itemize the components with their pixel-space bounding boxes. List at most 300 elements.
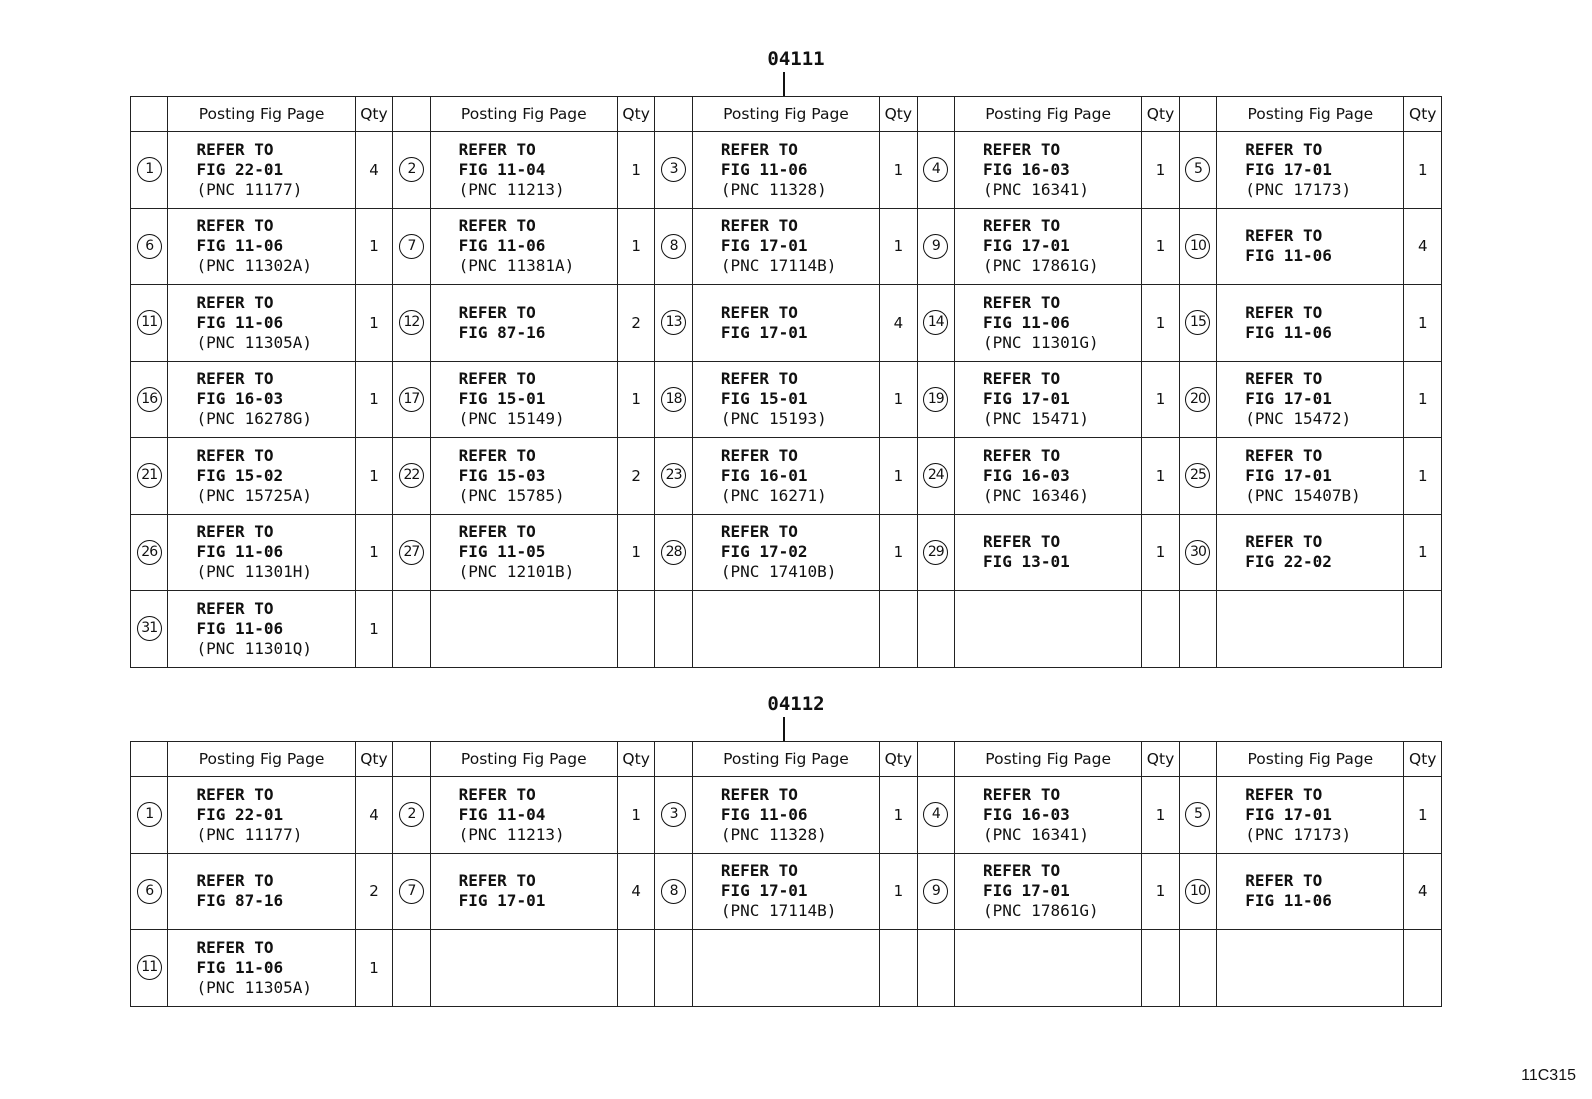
table-row bbox=[131, 591, 1442, 668]
fig-line: FIG 17-01 bbox=[458, 891, 546, 911]
item-number-circle: 22 bbox=[399, 463, 424, 488]
posting-ref-cell bbox=[1217, 591, 1404, 668]
item-number-cell bbox=[655, 853, 692, 930]
posting-ref-cell bbox=[1217, 853, 1404, 930]
pnc-line: (PNC 11381A) bbox=[458, 256, 575, 276]
col-ref-header: Posting Fig Page bbox=[168, 742, 355, 777]
fig-line: FIG 11-06 bbox=[458, 236, 546, 256]
item-number-cell bbox=[917, 930, 954, 1007]
item-number-circle: 20 bbox=[1185, 387, 1210, 412]
item-number-circle: 9 bbox=[923, 879, 948, 904]
pnc-line: (PNC 11177) bbox=[196, 824, 303, 844]
qty-cell: 1 bbox=[1404, 361, 1442, 438]
qty-cell: 1 bbox=[355, 514, 392, 591]
refer-line: REFER TO bbox=[458, 871, 536, 891]
item-number-cell bbox=[917, 591, 954, 668]
qty-cell: 2 bbox=[617, 438, 654, 515]
pnc-line: (PNC 17861G) bbox=[983, 901, 1099, 921]
refer-line: REFER TO bbox=[196, 216, 274, 236]
refer-line: REFER TO bbox=[196, 522, 274, 542]
item-number-circle: 3 bbox=[661, 802, 686, 827]
pnc-line: (PNC 17410B) bbox=[720, 562, 837, 582]
item-number-cell bbox=[131, 853, 168, 930]
item-number-cell bbox=[393, 591, 430, 668]
fig-line: FIG 15-02 bbox=[196, 465, 284, 485]
posting-ref-cell bbox=[692, 132, 879, 209]
col-ref-header: Posting Fig Page bbox=[168, 97, 355, 132]
fig-line: FIG 11-06 bbox=[196, 957, 284, 977]
col-qty-header: Qty bbox=[355, 97, 392, 132]
refer-line: REFER TO bbox=[196, 784, 274, 804]
refer-line: REFER TO bbox=[1245, 532, 1323, 552]
item-number-circle: 19 bbox=[923, 387, 948, 412]
qty-cell: 1 bbox=[617, 208, 654, 285]
col-num-header bbox=[917, 742, 954, 777]
pnc-line: (PNC 11213) bbox=[458, 179, 565, 199]
pnc-line: (PNC 16341) bbox=[983, 824, 1089, 844]
refer-line: REFER TO bbox=[720, 302, 798, 322]
posting-ref-cell bbox=[168, 777, 355, 854]
fig-line: FIG 11-06 bbox=[196, 312, 284, 332]
qty-cell: 1 bbox=[355, 208, 392, 285]
refer-line: REFER TO bbox=[196, 871, 274, 891]
fig-line: FIG 16-03 bbox=[983, 159, 1070, 179]
kit-title-04112: 04112 bbox=[767, 693, 825, 715]
item-number-cell bbox=[131, 132, 168, 209]
col-ref-header: Posting Fig Page bbox=[692, 742, 879, 777]
item-number-cell bbox=[1179, 777, 1216, 854]
qty-cell: 1 bbox=[355, 930, 392, 1007]
refer-line: REFER TO bbox=[983, 216, 1061, 236]
posting-ref-cell bbox=[955, 208, 1142, 285]
refer-line: REFER TO bbox=[983, 861, 1061, 881]
col-num-header bbox=[131, 742, 168, 777]
posting-ref-cell bbox=[1217, 208, 1404, 285]
qty-cell bbox=[1142, 930, 1179, 1007]
posting-ref-cell bbox=[955, 514, 1142, 591]
pnc-line: (PNC 11301G) bbox=[983, 332, 1099, 352]
item-number-cell bbox=[131, 514, 168, 591]
table-row bbox=[131, 853, 1442, 930]
posting-ref-cell bbox=[168, 285, 355, 362]
qty-cell: 1 bbox=[355, 438, 392, 515]
item-number-circle: 31 bbox=[137, 616, 162, 641]
refer-line: REFER TO bbox=[1245, 784, 1323, 804]
item-number-circle: 9 bbox=[923, 234, 948, 259]
posting-ref-cell bbox=[692, 777, 879, 854]
fig-line: FIG 11-06 bbox=[1245, 246, 1332, 266]
item-number-circle: 15 bbox=[1185, 310, 1210, 335]
fig-line: FIG 17-01 bbox=[983, 881, 1070, 901]
fig-line: FIG 11-06 bbox=[983, 312, 1070, 332]
posting-ref-cell bbox=[692, 285, 879, 362]
item-number-cell bbox=[131, 438, 168, 515]
refer-line: REFER TO bbox=[1245, 369, 1323, 389]
item-number-cell bbox=[1179, 438, 1216, 515]
qty-cell: 1 bbox=[1142, 777, 1179, 854]
col-num-header bbox=[393, 742, 430, 777]
qty-cell: 1 bbox=[880, 208, 917, 285]
posting-ref-cell bbox=[955, 285, 1142, 362]
item-number-circle: 6 bbox=[137, 234, 162, 259]
fig-line: FIG 17-01 bbox=[983, 389, 1070, 409]
fig-line: FIG 17-02 bbox=[720, 542, 808, 562]
qty-cell: 1 bbox=[1404, 285, 1442, 362]
item-number-circle: 24 bbox=[923, 463, 948, 488]
refer-line: REFER TO bbox=[720, 216, 798, 236]
qty-cell bbox=[880, 591, 917, 668]
posting-ref-cell bbox=[1217, 438, 1404, 515]
posting-ref-cell bbox=[430, 208, 617, 285]
posting-ref-cell bbox=[955, 930, 1142, 1007]
qty-cell: 1 bbox=[355, 285, 392, 362]
qty-cell: 1 bbox=[617, 132, 654, 209]
item-number-circle: 6 bbox=[137, 879, 162, 904]
refer-line: REFER TO bbox=[1245, 302, 1323, 322]
item-number-cell bbox=[393, 514, 430, 591]
item-number-cell bbox=[917, 285, 954, 362]
item-number-cell bbox=[1179, 853, 1216, 930]
posting-ref-cell bbox=[430, 132, 617, 209]
item-number-circle: 7 bbox=[399, 234, 424, 259]
item-number-cell bbox=[131, 361, 168, 438]
diagram-code: 11C315 bbox=[1521, 1067, 1576, 1084]
col-num-header bbox=[655, 97, 692, 132]
refer-line: REFER TO bbox=[1245, 871, 1323, 891]
pnc-line: (PNC 15149) bbox=[458, 409, 565, 429]
pnc-line: (PNC 11305A) bbox=[196, 977, 313, 997]
posting-ref-cell bbox=[692, 853, 879, 930]
parts-table-04111 bbox=[130, 96, 1442, 668]
pnc-line: (PNC 16346) bbox=[983, 485, 1089, 505]
pnc-line: (PNC 17173) bbox=[1245, 179, 1352, 199]
item-number-circle: 4 bbox=[923, 157, 948, 182]
item-number-circle: 13 bbox=[661, 310, 686, 335]
fig-line: FIG 11-06 bbox=[720, 159, 808, 179]
posting-ref-cell bbox=[430, 514, 617, 591]
table-row bbox=[131, 930, 1442, 1007]
posting-ref-cell bbox=[955, 438, 1142, 515]
qty-cell: 1 bbox=[880, 438, 917, 515]
refer-line: REFER TO bbox=[983, 139, 1061, 159]
item-number-cell bbox=[655, 132, 692, 209]
item-number-circle: 27 bbox=[399, 540, 424, 565]
fig-line: FIG 17-01 bbox=[1245, 159, 1332, 179]
item-number-cell bbox=[917, 853, 954, 930]
item-number-cell bbox=[1179, 208, 1216, 285]
pnc-line: (PNC 15193) bbox=[720, 409, 827, 429]
col-num-header bbox=[393, 97, 430, 132]
item-number-cell bbox=[1179, 591, 1216, 668]
item-number-circle: 4 bbox=[923, 802, 948, 827]
refer-line: REFER TO bbox=[458, 445, 536, 465]
refer-line: REFER TO bbox=[458, 522, 536, 542]
posting-ref-cell bbox=[692, 361, 879, 438]
posting-ref-cell bbox=[692, 930, 879, 1007]
refer-line: REFER TO bbox=[458, 369, 536, 389]
refer-line: REFER TO bbox=[458, 139, 536, 159]
col-ref-header: Posting Fig Page bbox=[1217, 742, 1404, 777]
item-number-circle: 25 bbox=[1185, 463, 1210, 488]
qty-cell: 1 bbox=[1404, 438, 1442, 515]
refer-line: REFER TO bbox=[196, 369, 274, 389]
posting-ref-cell bbox=[692, 514, 879, 591]
qty-cell: 1 bbox=[880, 853, 917, 930]
item-number-cell bbox=[655, 361, 692, 438]
qty-cell: 1 bbox=[880, 514, 917, 591]
item-number-circle: 28 bbox=[661, 540, 686, 565]
item-number-circle: 7 bbox=[399, 879, 424, 904]
posting-ref-cell bbox=[430, 853, 617, 930]
qty-cell: 1 bbox=[880, 132, 917, 209]
qty-cell: 1 bbox=[1142, 132, 1179, 209]
refer-line: REFER TO bbox=[983, 532, 1061, 552]
refer-line: REFER TO bbox=[458, 784, 536, 804]
refer-line: REFER TO bbox=[720, 522, 798, 542]
pnc-line: (PNC 11302A) bbox=[196, 256, 313, 276]
pnc-line: (PNC 12101B) bbox=[458, 562, 575, 582]
refer-line: REFER TO bbox=[458, 216, 536, 236]
qty-cell bbox=[617, 930, 654, 1007]
item-number-circle: 2 bbox=[399, 802, 424, 827]
posting-ref-cell bbox=[168, 132, 355, 209]
qty-cell: 4 bbox=[1404, 208, 1442, 285]
col-qty-header: Qty bbox=[1142, 742, 1179, 777]
item-number-circle: 18 bbox=[661, 387, 686, 412]
item-number-cell bbox=[131, 208, 168, 285]
item-number-cell bbox=[393, 132, 430, 209]
pnc-line: (PNC 16271) bbox=[720, 485, 827, 505]
item-number-cell bbox=[655, 208, 692, 285]
qty-cell bbox=[1404, 591, 1442, 668]
item-number-circle: 29 bbox=[923, 540, 948, 565]
posting-ref-cell bbox=[430, 438, 617, 515]
posting-ref-cell bbox=[1217, 930, 1404, 1007]
posting-ref-cell bbox=[430, 361, 617, 438]
pnc-line: (PNC 16341) bbox=[983, 179, 1089, 199]
item-number-cell bbox=[1179, 514, 1216, 591]
col-num-header bbox=[131, 97, 168, 132]
posting-ref-cell bbox=[955, 361, 1142, 438]
refer-line: REFER TO bbox=[983, 445, 1061, 465]
posting-ref-cell bbox=[955, 132, 1142, 209]
fig-line: FIG 13-01 bbox=[983, 552, 1070, 572]
col-qty-header: Qty bbox=[1404, 97, 1442, 132]
item-number-circle: 1 bbox=[137, 157, 162, 182]
pnc-line: (PNC 15725A) bbox=[196, 485, 313, 505]
refer-line: REFER TO bbox=[720, 139, 798, 159]
item-number-circle: 17 bbox=[399, 387, 424, 412]
header-row bbox=[131, 97, 1442, 132]
refer-line: REFER TO bbox=[1245, 445, 1323, 465]
fig-line: FIG 16-01 bbox=[720, 465, 808, 485]
qty-cell: 1 bbox=[1404, 514, 1442, 591]
qty-cell: 1 bbox=[355, 591, 392, 668]
item-number-circle: 12 bbox=[399, 310, 424, 335]
posting-ref-cell bbox=[168, 591, 355, 668]
qty-cell: 1 bbox=[1142, 514, 1179, 591]
pnc-line: (PNC 15472) bbox=[1245, 409, 1352, 429]
refer-line: REFER TO bbox=[720, 784, 798, 804]
fig-line: FIG 11-04 bbox=[458, 804, 546, 824]
item-number-circle: 26 bbox=[137, 540, 162, 565]
posting-ref-cell bbox=[430, 777, 617, 854]
leader-line bbox=[783, 717, 785, 741]
item-number-cell bbox=[393, 853, 430, 930]
qty-cell: 1 bbox=[1142, 853, 1179, 930]
posting-ref-cell bbox=[430, 930, 617, 1007]
pnc-line: (PNC 11328) bbox=[720, 824, 827, 844]
fig-line: FIG 11-06 bbox=[196, 618, 284, 638]
refer-line: REFER TO bbox=[1245, 226, 1323, 246]
item-number-cell bbox=[917, 208, 954, 285]
parts-table-04112 bbox=[130, 741, 1442, 1007]
posting-ref-cell bbox=[168, 930, 355, 1007]
pnc-line: (PNC 11177) bbox=[196, 179, 303, 199]
refer-line: REFER TO bbox=[196, 445, 274, 465]
qty-cell: 2 bbox=[355, 853, 392, 930]
fig-line: FIG 17-01 bbox=[720, 236, 808, 256]
table-row bbox=[131, 361, 1442, 438]
item-number-cell bbox=[1179, 930, 1216, 1007]
item-number-circle: 23 bbox=[661, 463, 686, 488]
qty-cell: 1 bbox=[880, 777, 917, 854]
item-number-circle: 1 bbox=[137, 802, 162, 827]
refer-line: REFER TO bbox=[720, 445, 798, 465]
fig-line: FIG 22-01 bbox=[196, 804, 284, 824]
qty-cell bbox=[1142, 591, 1179, 668]
qty-cell: 1 bbox=[617, 361, 654, 438]
header-row bbox=[131, 742, 1442, 777]
pnc-line: (PNC 15407B) bbox=[1245, 485, 1361, 505]
item-number-cell bbox=[393, 438, 430, 515]
item-number-cell bbox=[393, 777, 430, 854]
item-number-circle: 3 bbox=[661, 157, 686, 182]
refer-line: REFER TO bbox=[196, 598, 274, 618]
item-number-cell bbox=[917, 514, 954, 591]
fig-line: FIG 11-06 bbox=[196, 236, 284, 256]
qty-cell: 4 bbox=[1404, 853, 1442, 930]
qty-cell: 2 bbox=[617, 285, 654, 362]
item-number-cell bbox=[655, 285, 692, 362]
posting-ref-cell bbox=[1217, 514, 1404, 591]
posting-ref-cell bbox=[955, 777, 1142, 854]
col-num-header bbox=[1179, 742, 1216, 777]
col-qty-header: Qty bbox=[617, 742, 654, 777]
col-ref-header: Posting Fig Page bbox=[955, 742, 1142, 777]
item-number-cell bbox=[655, 930, 692, 1007]
col-num-header bbox=[1179, 97, 1216, 132]
pnc-line: (PNC 15785) bbox=[458, 485, 565, 505]
col-qty-header: Qty bbox=[880, 742, 917, 777]
item-number-cell bbox=[393, 361, 430, 438]
col-qty-header: Qty bbox=[355, 742, 392, 777]
fig-line: FIG 15-01 bbox=[458, 389, 546, 409]
posting-ref-cell bbox=[955, 853, 1142, 930]
item-number-cell bbox=[131, 591, 168, 668]
posting-ref-cell bbox=[1217, 777, 1404, 854]
fig-line: FIG 87-16 bbox=[196, 891, 284, 911]
refer-line: REFER TO bbox=[720, 369, 798, 389]
qty-cell: 1 bbox=[1142, 285, 1179, 362]
qty-cell: 1 bbox=[1142, 361, 1179, 438]
qty-cell: 1 bbox=[617, 514, 654, 591]
qty-cell: 4 bbox=[355, 132, 392, 209]
item-number-cell bbox=[917, 438, 954, 515]
qty-cell: 1 bbox=[617, 777, 654, 854]
col-num-header bbox=[655, 742, 692, 777]
fig-line: FIG 17-01 bbox=[1245, 389, 1332, 409]
pnc-line: (PNC 11305A) bbox=[196, 332, 313, 352]
col-ref-header: Posting Fig Page bbox=[955, 97, 1142, 132]
qty-cell: 1 bbox=[355, 361, 392, 438]
col-ref-header: Posting Fig Page bbox=[1217, 97, 1404, 132]
table-row bbox=[131, 777, 1442, 854]
fig-line: FIG 16-03 bbox=[983, 465, 1070, 485]
fig-line: FIG 11-04 bbox=[458, 159, 546, 179]
refer-line: REFER TO bbox=[983, 292, 1061, 312]
refer-line: REFER TO bbox=[720, 861, 798, 881]
item-number-cell bbox=[1179, 132, 1216, 209]
item-number-circle: 16 bbox=[137, 387, 162, 412]
item-number-circle: 14 bbox=[923, 310, 948, 335]
item-number-cell bbox=[1179, 361, 1216, 438]
item-number-circle: 5 bbox=[1185, 157, 1210, 182]
col-ref-header: Posting Fig Page bbox=[692, 97, 879, 132]
pnc-line: (PNC 11213) bbox=[458, 824, 565, 844]
fig-line: FIG 11-05 bbox=[458, 542, 546, 562]
qty-cell: 1 bbox=[1404, 777, 1442, 854]
posting-ref-cell bbox=[1217, 361, 1404, 438]
kit-title-04111: 04111 bbox=[767, 48, 825, 70]
refer-line: REFER TO bbox=[196, 937, 274, 957]
fig-line: FIG 15-03 bbox=[458, 465, 546, 485]
qty-cell bbox=[617, 591, 654, 668]
posting-ref-cell bbox=[168, 514, 355, 591]
pnc-line: (PNC 11301H) bbox=[196, 562, 313, 582]
fig-line: FIG 17-01 bbox=[1245, 465, 1332, 485]
posting-ref-cell bbox=[1217, 132, 1404, 209]
fig-line: FIG 11-06 bbox=[196, 542, 284, 562]
pnc-line: (PNC 17861G) bbox=[983, 256, 1099, 276]
table-row bbox=[131, 132, 1442, 209]
item-number-cell bbox=[655, 438, 692, 515]
item-number-cell bbox=[131, 285, 168, 362]
item-number-cell bbox=[655, 514, 692, 591]
fig-line: FIG 16-03 bbox=[983, 804, 1070, 824]
item-number-cell bbox=[131, 930, 168, 1007]
qty-cell: 4 bbox=[355, 777, 392, 854]
pnc-line: (PNC 11328) bbox=[720, 179, 827, 199]
posting-ref-cell bbox=[168, 438, 355, 515]
qty-cell: 1 bbox=[880, 361, 917, 438]
item-number-circle: 30 bbox=[1185, 540, 1210, 565]
qty-cell bbox=[880, 930, 917, 1007]
col-qty-header: Qty bbox=[880, 97, 917, 132]
item-number-cell bbox=[655, 591, 692, 668]
item-number-cell bbox=[1179, 285, 1216, 362]
refer-line: REFER TO bbox=[196, 139, 274, 159]
col-ref-header: Posting Fig Page bbox=[430, 97, 617, 132]
table-row bbox=[131, 438, 1442, 515]
item-number-cell bbox=[917, 777, 954, 854]
pnc-line: (PNC 11301Q) bbox=[196, 638, 313, 658]
fig-line: FIG 87-16 bbox=[458, 322, 546, 342]
item-number-cell bbox=[655, 777, 692, 854]
table-row bbox=[131, 208, 1442, 285]
pnc-line: (PNC 16278G) bbox=[196, 409, 313, 429]
item-number-circle: 11 bbox=[137, 955, 162, 980]
